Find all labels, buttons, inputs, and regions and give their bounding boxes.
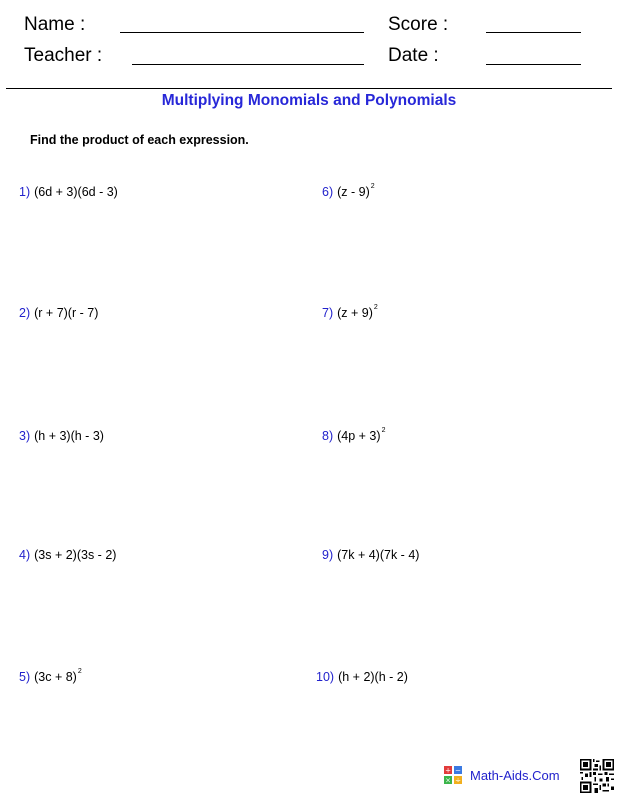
problem-number: 1) bbox=[19, 185, 31, 199]
problem-number: 9) bbox=[322, 548, 334, 562]
date-field[interactable] bbox=[486, 64, 581, 65]
problem-item bbox=[322, 183, 375, 199]
name-label: Name : bbox=[24, 14, 86, 35]
problem-exponent: 2 bbox=[373, 304, 378, 311]
problem-expression: (h + 3)(h - 3) bbox=[34, 429, 104, 443]
svg-text:+: + bbox=[445, 766, 451, 775]
problem-number: 5) bbox=[19, 670, 31, 684]
site-name: Math-Aids.Com bbox=[470, 768, 560, 783]
problem-number: 2) bbox=[19, 306, 31, 320]
score-field[interactable] bbox=[486, 32, 581, 33]
problem-number: 3) bbox=[19, 429, 31, 443]
problem-item bbox=[19, 427, 105, 443]
qr-code-icon bbox=[580, 759, 614, 793]
score-label: Score : bbox=[388, 14, 449, 35]
problem-number: 6) bbox=[322, 185, 334, 199]
problem-expression: (z + 9) bbox=[337, 306, 373, 320]
svg-text:÷: ÷ bbox=[455, 776, 461, 784]
problem-number: 7) bbox=[322, 306, 334, 320]
date-label: Date : bbox=[388, 45, 439, 66]
svg-text:×: × bbox=[445, 776, 451, 784]
problem-item bbox=[19, 668, 82, 684]
teacher-label: Teacher : bbox=[24, 45, 103, 66]
problem-item bbox=[316, 668, 409, 684]
problem-number: 8) bbox=[322, 429, 334, 443]
problem-item bbox=[322, 427, 385, 443]
problem-item bbox=[19, 183, 119, 199]
problem-item bbox=[19, 546, 117, 562]
problem-number: 10) bbox=[316, 670, 335, 684]
problem-item bbox=[322, 304, 378, 320]
problem-expression: (h + 2)(h - 2) bbox=[338, 670, 408, 684]
problem-expression: (r + 7)(r - 7) bbox=[34, 306, 99, 320]
page-title: Multiplying Monomials and Polynomials bbox=[161, 92, 457, 109]
problem-expression: (3c + 8) bbox=[34, 670, 77, 684]
name-field[interactable] bbox=[120, 32, 364, 33]
problem-exponent: 2 bbox=[77, 668, 82, 675]
problem-item bbox=[19, 304, 99, 320]
problem-item bbox=[322, 546, 420, 562]
problem-exponent: 2 bbox=[370, 183, 375, 190]
teacher-field[interactable] bbox=[132, 64, 364, 65]
svg-text:−: − bbox=[455, 766, 461, 775]
math-aids-logo-icon bbox=[444, 766, 462, 784]
instructions: Find the product of each expression. bbox=[30, 133, 249, 147]
problem-expression: (z - 9) bbox=[337, 185, 370, 199]
problem-expression: (4p + 3) bbox=[337, 429, 381, 443]
problem-number: 4) bbox=[19, 548, 31, 562]
problem-expression: (6d + 3)(6d - 3) bbox=[34, 185, 118, 199]
problem-expression: (3s + 2)(3s - 2) bbox=[34, 548, 117, 562]
header-divider bbox=[6, 88, 612, 89]
problem-exponent: 2 bbox=[381, 427, 386, 434]
problem-expression: (7k + 4)(7k - 4) bbox=[337, 548, 420, 562]
